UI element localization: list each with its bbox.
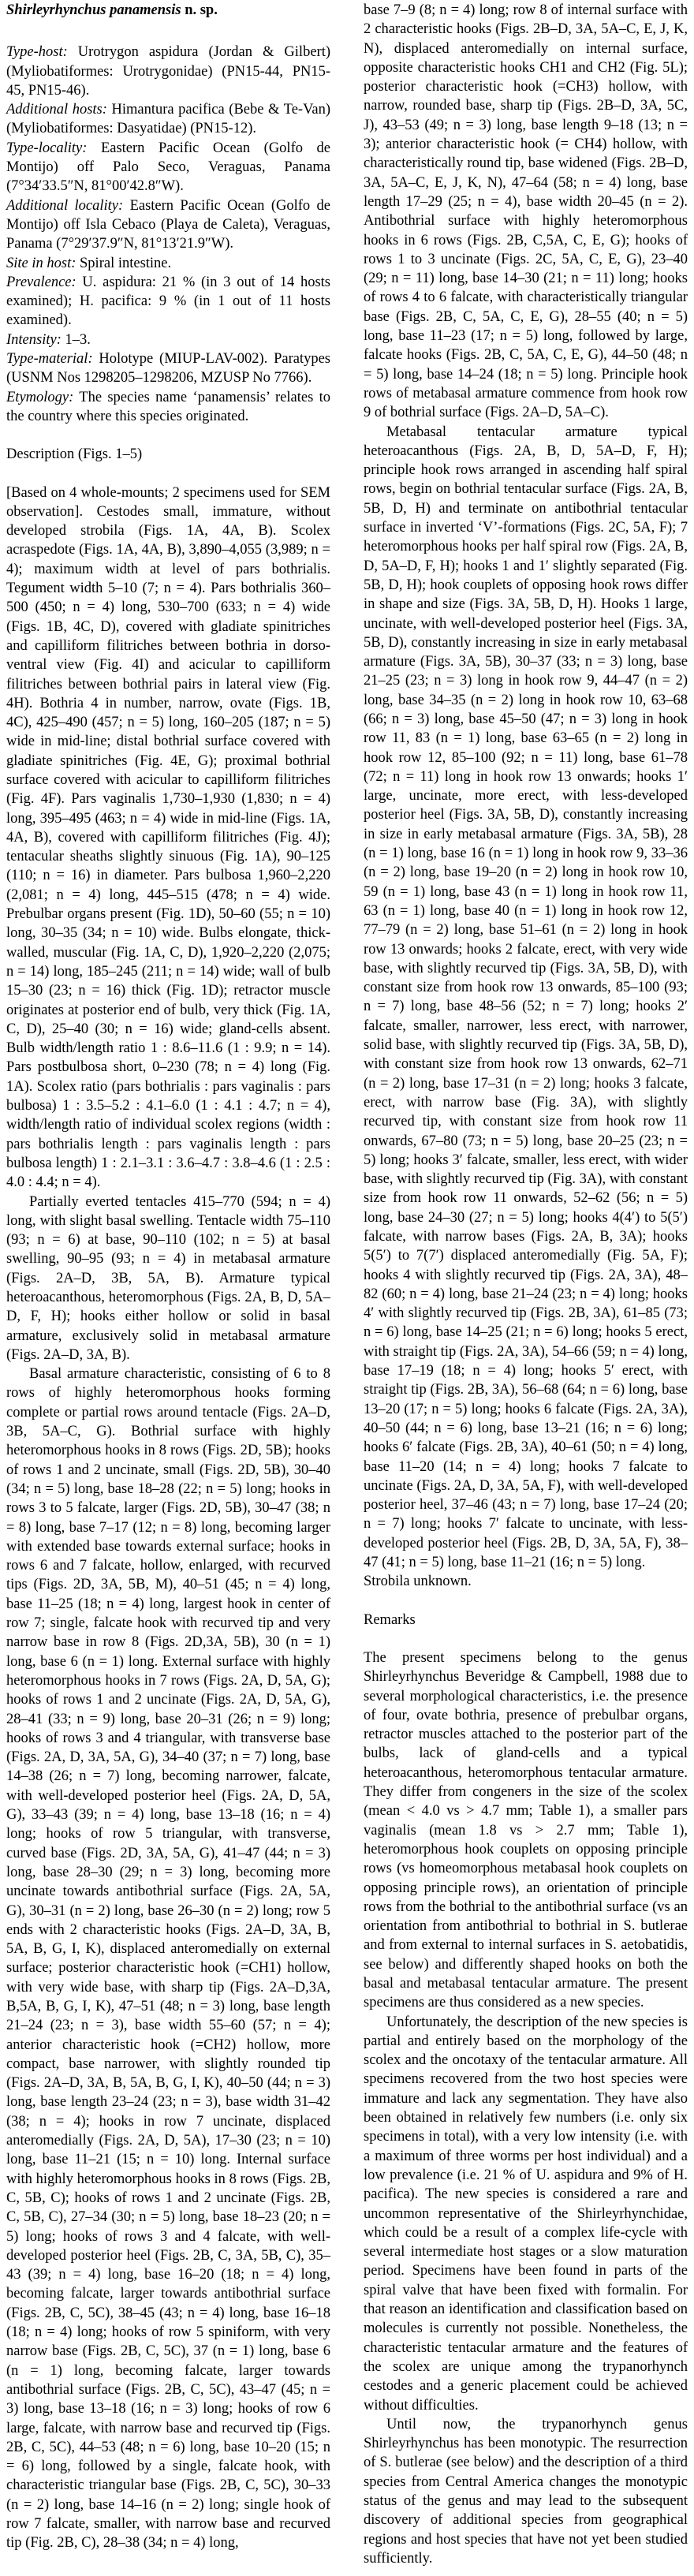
right-column	[364, 1, 688, 2568]
remarks-paragraph-1: The present specimens belong to the genus Shirleyrhynchus Beveridge & Campbell, 1988 due to several morphological characteristics, i.e. the presence of four, ovate bothria, presence of prebulbar organs, retractor muscles attached to the posterior part of the bulbs, lack of gland-cells and a typical heteroacanthous, heteromorphous tentacular armature. They differ from congeners in the size of the scolex (mean < 4.0 vs > 4.7 mm; Table 1), a smaller pars vaginalis (mean 1.8 vs > 2.7 mm; Table 1), heteromorphous hook couplets on opposing principle rows (vs homeomorphous metabasal hook couplets on opposing principle rows), an orientation of principle rows from the bothrial to the antibothrial surface (vs an orientation from antibothrial to bothrial in S. butlerae and from external to internal surfaces in S. aetobatidis, see below) and differently shaped hooks on both the basal and metabasal tentacular armature. The present specimens are thus considered as a new species.	[364, 1649, 688, 2011]
entry-label: Type-material:	[6, 351, 93, 368]
taxonomy-entry-additional-locality	[6, 196, 330, 254]
entry-label: Etymology:	[6, 389, 74, 405]
taxonomy-entry-type-locality	[6, 139, 330, 196]
entry-text: The species name ‘panamensis’ relates to the country where this species originated.	[6, 389, 330, 424]
taxonomy-entry-type-host	[6, 43, 330, 100]
entry-text: Spiral intestine.	[80, 255, 172, 271]
species-designation: n. sp.	[185, 2, 218, 18]
taxonomy-entry-site-in-host	[6, 254, 330, 273]
metabasal-armature-paragraph: Metabasal tentacular armature typical heteroacanthous (Figs. 2A, B, D, 5A–D, F, H); principle hook rows arranged in ascending half spiral rows, begin on bothrial tentacular surface (Figs. 2A, B, 5B, D, H) and terminate on antibothrial tentacular surface in inverted ‘V’-formations (Figs. 2C, 5A, F); 7 heteromorphous hooks per half spiral row (Figs. 2A, B, D, 5A–D, F, H); hooks 1 and 1′ slightly separated (Fig. 5B, D, H); hook couplets of opposing hook rows differ in shape and size (Figs. 3A, 5B, D, H). Hooks 1 large, uncinate, with well-developed posterior heel (Figs. 3A, 5B, D), constantly increasing in size in early metabasal armature (Figs. 3A, 5B), 30–37 (33; n = 3) long, base 21–25 (23; n = 3) long in hook row 9, 44–47 (n = 2) long, base 34–35 (n = 2) long in hook row 10, 63–68 (66; n = 3) long, base 45–50 (47; n = 3) long in hook row 11, 83 (n = 1) long, base 63–65 (n = 2) long in hook row 12, 85–100 (92; n = 11) long, base 61–78 (72; n = 11) long in hook row 13 onwards; hooks 1′ large, uncinate, more erect, with less-developed posterior heel (Figs. 3A, 5B, D), constantly increasing in size in early metabasal armature (Figs. 3A, 5B), 28 (n = 1) long, base 16 (n = 1) long in hook row 9, 33–36 (n = 2) long, base 19–20 (n = 2) long in hook row 10, 59 (n = 1) long, base 43 (n = 1) long in hook row 11, 63 (n = 1) long, base 40 (n = 1) long in hook row 12, 77–79 (n = 2) long, base 51–61 (n = 2) long in hook row 13 onwards; hooks 2 falcate, erect, with very wide base, with slightly recurved tip (Figs. 3A, 5B, D), with constant size from hook row 13 onwards, 85–100 (93; n = 7) long, base 48–56 (52; n = 7) long; hooks 2′ falcate, smaller, narrower, less erect, with narrower, solid base, with slightly recurved tip (Figs. 3A, 5B, D), with constant size from hook row 13 onwards, 62–71 (n = 2) long, base 17–31 (n = 2) long; hooks 3 falcate, erect, with narrow base (Fig. 3A), with slightly recurved tip, with constant size from hook row 11 onwards, 67–80 (73; n = 5) long, base 20–25 (23; n = 5) long; hooks 3′ falcate, smaller, less erect, with wider base, with slightly recurved tip (Fig. 3A), with constant size from hook row 11 onwards, 52–62 (56; n = 5) long, base 24–30 (27; n = 5) long; hooks 4(4′) to 5(5′) falcate, with narrow bases (Figs. 2A, B, 3A); hooks 5(5′) to 7(7′) displaced anteromedially (Fig. 5A, F); hooks 4 with slightly recurved tip (Figs. 2A, 3A), 48–82 (60; n = 4) long, base 21–24 (23; n = 4) long; hooks 4′ with slightly recurved tip (Figs. 2B, 3A), 61–85 (73; n = 6) long, base 14–25 (21; n = 6) long; hooks 5 erect, with straight tip (Figs. 2A, 3A), 54–66 (59; n = 4) long, base 17–19 (18; n = 4) long; hooks 5′ erect, with straight tip (Figs. 2B, 3A), 56–68 (64; n = 6) long, base 13–20 (17; n = 5) long; hooks 6 falcate (Figs. 2A, 3A), 40–50 (44; n = 6) long, base 13–21 (16; n = 6) long; hooks 6′ falcate (Figs. 2B, 3A), 40–61 (50; n = 4) long, base 11–20 (14; n = 4) long; hooks 7 falcate to uncinate (Figs. 2A, D, 3A, 5A, F), with well-developed posterior heel, 37–46 (43; n = 7) long, base 17–24 (20; n = 7) long; hooks 7′ falcate to uncinate, with less-developed posterior heel (Figs. 2B, D, 3A, 5A, F), 38–47 (41; n = 5) long, base 11–21 (16; n = 5) long.	[364, 424, 688, 1571]
entry-label: Additional hosts:	[6, 102, 107, 118]
description-paragraph-3-continuation: base 7–9 (8; n = 4) long; row 8 of internal surface with 2 characteristic hooks (Figs. 2B–D, 3A, 5A–C, E, J, K, N), displaced anteromedially on internal surface, opposite characteristic hooks CH1 and CH2 (Fig. 5L); posterior characteristic hook (=CH3) hollow, with narrow, rounded base, sharp tip (Figs. 2B–D, 3A, 5C, J), 43–53 (49; n = 3) long, base length 9–18 (13; n = 3); anterior characteristic hook (= CH4) hollow, with characteristically round tip, base widened (Figs. 2B–D, 3A, 5A–C, E, J, K, N), 47–64 (58; n = 4) long, base length 17–29 (25; n = 4), base width 20–45 (n = 2). Antibothrial surface with highly heteromorphous hooks in 6 rows (Figs. 2B, C,5A, C, E, G); hooks of rows 1 to 3 uncinate (Figs. 2C, 5A, C, E, G), 23–40 (29; n = 11) long, base 14–30 (21; n = 11) long; hooks of rows 4 to 6 falcate, with characteristically triangular base (Figs. 2B, C, 5A, C, E, G), 28–55 (40; n = 5) long, base 11–23 (17; n = 5) long, followed by large, falcate hooks (Figs. 2B, C, 5A, C, E, G), 44–50 (48; n = 5) long, base 14–24 (18; n = 5) long. Principle hook rows of metabasal armature commence from hook row 9 of bothrial surface (Figs. 2A–D, 5A–C).	[364, 2, 688, 421]
entry-label: Intensity:	[6, 331, 62, 348]
entry-label: Type-locality:	[6, 140, 88, 156]
remarks-heading: Remarks	[364, 1611, 416, 1628]
remarks-paragraph-3: Until now, the trypanorhynch genus Shirleyrhynchus has been monotypic. The resurrection of S. butlerae (see below) and the description of a third species from Central America changes the monotypic status of the genus and may lead to the subsequent discovery of additional species from geographical regions and host species that have not yet been studied sufficiently.	[364, 2416, 688, 2567]
left-column	[6, 1, 330, 2568]
article-title	[6, 1, 330, 20]
taxonomy-entry-etymology	[6, 388, 330, 427]
taxonomy-entry-type-material	[6, 349, 330, 388]
entry-text: U. aspidura: 21 % (in 3 out of 14 hosts examined); H. pacifica: 9 % (in 1 out of 11 hosts examined).	[6, 274, 331, 329]
entry-text: 1–3.	[65, 331, 91, 348]
entry-text: Urotrygon aspidura (Jordan & Gilbert) (Myliobatiformes: Urotrygonidae) (PN15-44, PN15-45, PN15-46).	[6, 44, 330, 99]
entry-text: Holotype (MIUP-LAV-002). Paratypes (USNM Nos 1298205–1298206, MZUSP No 7766).	[6, 351, 330, 386]
entry-label: Additional locality:	[6, 197, 124, 214]
remarks-paragraph-2: Unfortunately, the description of the new species is partial and entirely based on the morphology of the scolex and the oncotaxy of the tentacular armature. All specimens recovered from the two host species were immature and lack any segmentation. They have also been obtained in relatively few numbers (i.e. only six specimens in total), with a very low intensity (i.e. with a maximum of three worms per host individual) and a low prevalence (i.e. 21 % of U. aspidura and 9% of H. pacifica). The new species is considered a rare and uncommon representative of the Shirleyrhynchidae, which could be a result of a complex life-cycle with several intermediate host stages or a slow maturation period. Specimens have been found in parts of the spiral valve that have been fixed with formalin. For that reason an identification and classification based on molecules is currently not possible. Nonetheless, the characteristic tentacular armature and the features of the scolex are unique among the trypanorhynch cestodes and a generic placement could be achieved without difficulties.	[364, 2014, 688, 2414]
entry-label: Site in host:	[6, 255, 76, 271]
description-paragraph-3: Basal armature characteristic, consisting of 6 to 8 rows of highly heteromorphous hooks forming complete or partial rows around tentacle (Figs. 2A–D, 3B, 5A–C, G). Bothrial surface with highly heteromorphous hooks in 8 rows (Figs. 2D, 5B); hooks of rows 1 and 2 uncinate, small (Figs. 2D, 5B), 30–40 (34; n = 5) long, base 18–28 (22; n = 5) long; hooks in rows 3 to 5 falcate, larger (Figs. 2D, 5B), 30–47 (38; n = 8) long, base 7–17 (12; n = 8) long, becoming larger with extended base towards external surface; hooks in rows 6 and 7 falcate, hollow, enlarged, with recurved tips (Figs. 2D, 3A, 5B, M), 40–51 (45; n = 4) long, base 11–25 (18; n = 4) long, largest hook in center of row 7; single, falcate hook with recurved tip and very narrow base in row 8 (Figs. 2D,3A, 5B), 30 (n = 1) long, base 6 (n = 1) long. External surface with highly heteromorphous hooks in 7 rows (Figs. 2A, D, 5A, G); hooks of rows 1 and 2 uncinate (Figs. 2A, D, 5A, G), 28–41 (33; n = 9) long, base 20–31 (26; n = 9) long; hooks of rows 3 and 4 triangular, with transverse base (Figs. 2A, D, 3A, 5A, G), 34–40 (37; n = 7) long, base 14–38 (26; n = 7) long, becoming narrower, falcate, with well-developed posterior heel (Figs. 2A, D, 5A, G), 33–43 (39; n = 4) long, base 13–18 (16; n = 4) long; hooks of row 5 triangular, with transverse, curved base (Figs. 2D, 3A, 5A, G), 41–47 (44; n = 3) long, base 28–30 (29; n = 3) long, becoming more uncinate towards antibothrial surface (Figs. 2A, 5A, G), 30–31 (n = 2) long, base 26–30 (n = 2) long; row 5 ends with 2 characteristic hooks (Figs. 2A–D, 3A, B, 5A, B, G, I, K), displaced anteromedially on external surface; posterior characteristic hook (=CH1) hollow, with very wide base, with sharp tip (Figs. 2A–D,3A, B,5A, B, G, I, K), 47–51 (48; n = 3) long, base length 21–24 (23; n = 3), base width 55–60 (57; n = 4); anterior characteristic hook (=CH2) hollow, more compact, base narrower, with slightly rounded tip (Figs. 2A–D, 3A, B, 5A, B, G, I, K), 40–50 (44; n = 3) long, base length 23–24 (23; n = 3), base width 31–42 (38; n = 4); hooks in row 7 uncinate, displaced anteromedially (Figs. 2A, D, 5A), 17–30 (23; n = 10) long, base 11–21 (15; n = 10) long. Internal surface with highly heteromorphous hooks in 8 rows (Figs. 2B, C, 5B, C); hooks of rows 1 and 2 uncinate (Figs. 2B, C, 5B, C), 27–34 (30; n = 5) long, base 18–23 (20; n = 5) long; hooks of rows 3 and 4 falcate, with well-developed posterior heel (Figs. 2B, C, 3A, 5B, C), 35–43 (39; n = 4) long, base 16–20 (18; n = 4) long, becoming falcate, larger towards antibothrial surface (Figs. 2B, C, 5C), 38–45 (43; n = 4) long, base 16–18 (18; n = 4) long; hooks of row 5 spiniform, with very narrow base (Figs. 2B, C, 5C), 37 (n = 1) long, base 6 (n = 1) long, becoming falcate, larger towards antibothrial surface (Figs. 2B, C, 5C), 43–47 (45; n = 3) long, base 13–18 (16; n = 3) long; hooks of row 6 large, falcate, with narrow base and recurved tip (Figs. 2B, C, 5C), 44–53 (48; n = 6) long, base 10–20 (15; n = 6) long, followed by a single, falcate hook, with characteristic triangular base (Figs. 2B, C, 5C), 30–33 (n = 2) long, base 14–16 (n = 2) long; single hook of row 7 falcate, smaller, with narrow base and recurved tip (Fig. 2B, C), 28–38 (34; n = 4) long,	[6, 1366, 330, 2552]
species-name: Shirleyrhynchus panamensis	[6, 2, 181, 18]
entry-label: Type-host:	[6, 44, 68, 61]
taxonomy-entry-prevalence	[6, 273, 330, 330]
entry-text: Eastern Pacific Ocean (Golfo de Montijo) off Isla Cebaco (Playa de Caleta), Veraguas, Panama (7°29′37.9″N, 81°13′21.9″W).	[6, 197, 330, 252]
taxonomy-entry-intensity	[6, 330, 330, 349]
entry-label: Prevalence:	[6, 274, 76, 290]
taxonomy-entry-additional-hosts	[6, 100, 330, 139]
strobila-note: Strobila unknown.	[364, 1574, 472, 1590]
entry-text: Eastern Pacific Ocean (Golfo de Montijo) off Palo Seco, Veraguas, Panama (7°34′33.5″N, 81°00′42.8″W).	[6, 140, 330, 195]
description-paragraph-2: Partially everted tentacles 415–770 (594; n = 4) long, with slight basal swelling. Tentacle width 75–110 (93; n = 6) at base, 90–110 (102; n = 5) at basal swelling, 90–95 (93; n = 4) in metabasal armature (Figs. 2A–D, 3B, 5A, B). Armature typical heteroacanthous, heteromorphous (Figs. 2A, B, D, 5A–D, F, H); hooks either hollow or solid in basal armature, exclusively solid in metabasal armature (Figs. 2A–D, 3A, B).	[6, 1193, 330, 1363]
description-heading: Description (Figs. 1–5)	[6, 446, 143, 463]
entry-text: Himantura pacifica (Bebe & Te-Van) (Myliobatiformes: Dasyatidae) (PN15-12).	[6, 102, 330, 137]
description-paragraph-1: [Based on 4 whole-mounts; 2 specimens used for SEM observation]. Cestodes small, immature, without developed strobila (Figs. 1A, 4A, B). Scolex acraspedote (Figs. 1A, 4A, B), 3,890–4,055 (3,989; n = 4); maximum width at level of pars bothrialis. Tegument width 5–10 (7; n = 4). Pars bothrialis 360–500 (450; n = 4) long, 530–700 (633; n = 4) wide (Figs. 1B, 4C, D), covered with gladiate spinitriches and capilliform filitriches between bothria in dorso-ventral view (Fig. 4I) and acicular to capilliform filitriches between bothrial pairs in lateral view (Fig. 4H). Bothria 4 in number, narrow, ovate (Figs. 1B, 4C), 425–490 (457; n = 5) long, 160–205 (187; n = 5) wide in mid-line; distal bothrial surface covered with gladiate spinitriches (Fig. 4E, G); proximal bothrial surface covered with acicular to capilliform filitriches (Fig. 4F). Pars vaginalis 1,730–1,930 (1,830; n = 4) long, 395–495 (463; n = 4) wide in mid-line (Figs. 1A, 4A, B), covered with capilliform filitriches (Fig. 4J); tentacular sheaths slightly sinuous (Fig. 1A), 90–125 (110; n = 16) in diameter. Pars bulbosa 1,960–2,220 (2,081; n = 4) long, 445–515 (478; n = 4) wide. Prebulbar organs present (Fig. 1D), 50–60 (55; n = 10) long, 30–35 (34; n = 10) wide. Bulbs elongate, thick-walled, muscular (Fig. 1A, C, D), 1,920–2,220 (2,075; n = 14) long, 185–245 (211; n = 14) wide; wall of bulb 15–30 (23; n = 16) thick (Fig. 1D); retractor muscle originates at posterior end of bulb, very thick (Fig. 1A, C, D), 25–40 (30; n = 16) wide; gland-cells absent. Bulb width/length ratio 1 : 8.6–11.6 (1 : 9.9; n = 14). Pars postbulbosa short, 0–230 (78; n = 4) long (Fig. 1A). Scolex ratio (pars bothrialis : pars vaginalis : pars bulbosa) 1 : 3.5–5.2 : 4.1–6.0 (1 : 4.1 : 4.7; n = 4), width/length ratio of individual scolex regions (width : pars bothrialis length : pars vaginalis length : pars bulbosa length) 1 : 2.1–3.1 : 3.6–4.7 : 3.8–4.6 (1 : 2.5 : 4.0 : 4.4; n = 4).	[6, 484, 330, 1191]
